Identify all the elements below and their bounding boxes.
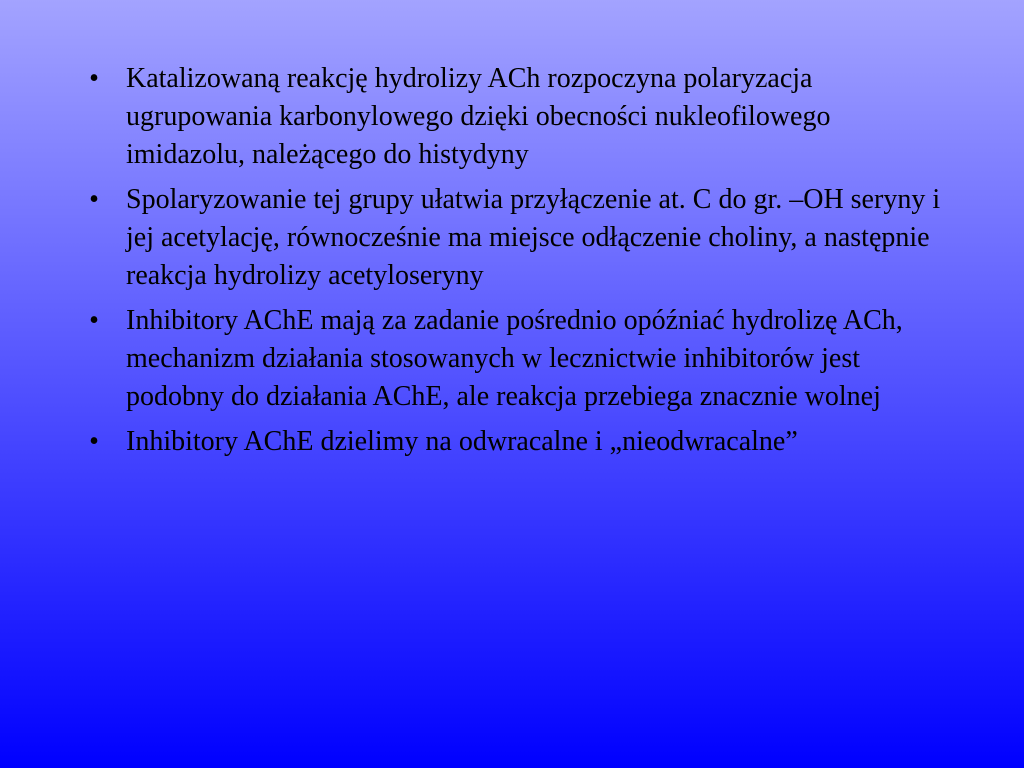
bullet-marker: •: [89, 305, 99, 336]
bullet-item: [84, 60, 954, 174]
bullet-item: [84, 423, 954, 461]
bullet-text: Inhibitory AChE mają za zadanie pośrednio opóźniać hydrolizę ACh, mechanizm działania stosowanych w lecznictwie inhibitorów jest podobny do działania AChE, ale reakcja przebiega znacznie wolnej: [126, 305, 903, 412]
bullet-item: [84, 302, 954, 416]
bullet-marker: •: [89, 426, 99, 457]
bullet-text: Spolaryzowanie tej grupy ułatwia przyłączenie at. C do gr. –OH seryny i jej acetylację, równocześnie ma miejsce odłączenie choliny, a następnie reakcja hydrolizy acetyloseryny: [126, 184, 941, 291]
bullet-text: Inhibitory AChE dzielimy na odwracalne i „nieodwracalne”: [126, 426, 798, 457]
bullet-item: [84, 181, 954, 295]
bullet-marker: •: [89, 184, 99, 215]
bullet-text: Katalizowaną reakcję hydrolizy ACh rozpoczyna polaryzacja ugrupowania karbonylowego dzięki obecności nukleofilowego imidazolu, należącego do histydyny: [126, 63, 831, 170]
bullet-list: [84, 60, 954, 468]
bullet-marker: •: [89, 63, 99, 94]
